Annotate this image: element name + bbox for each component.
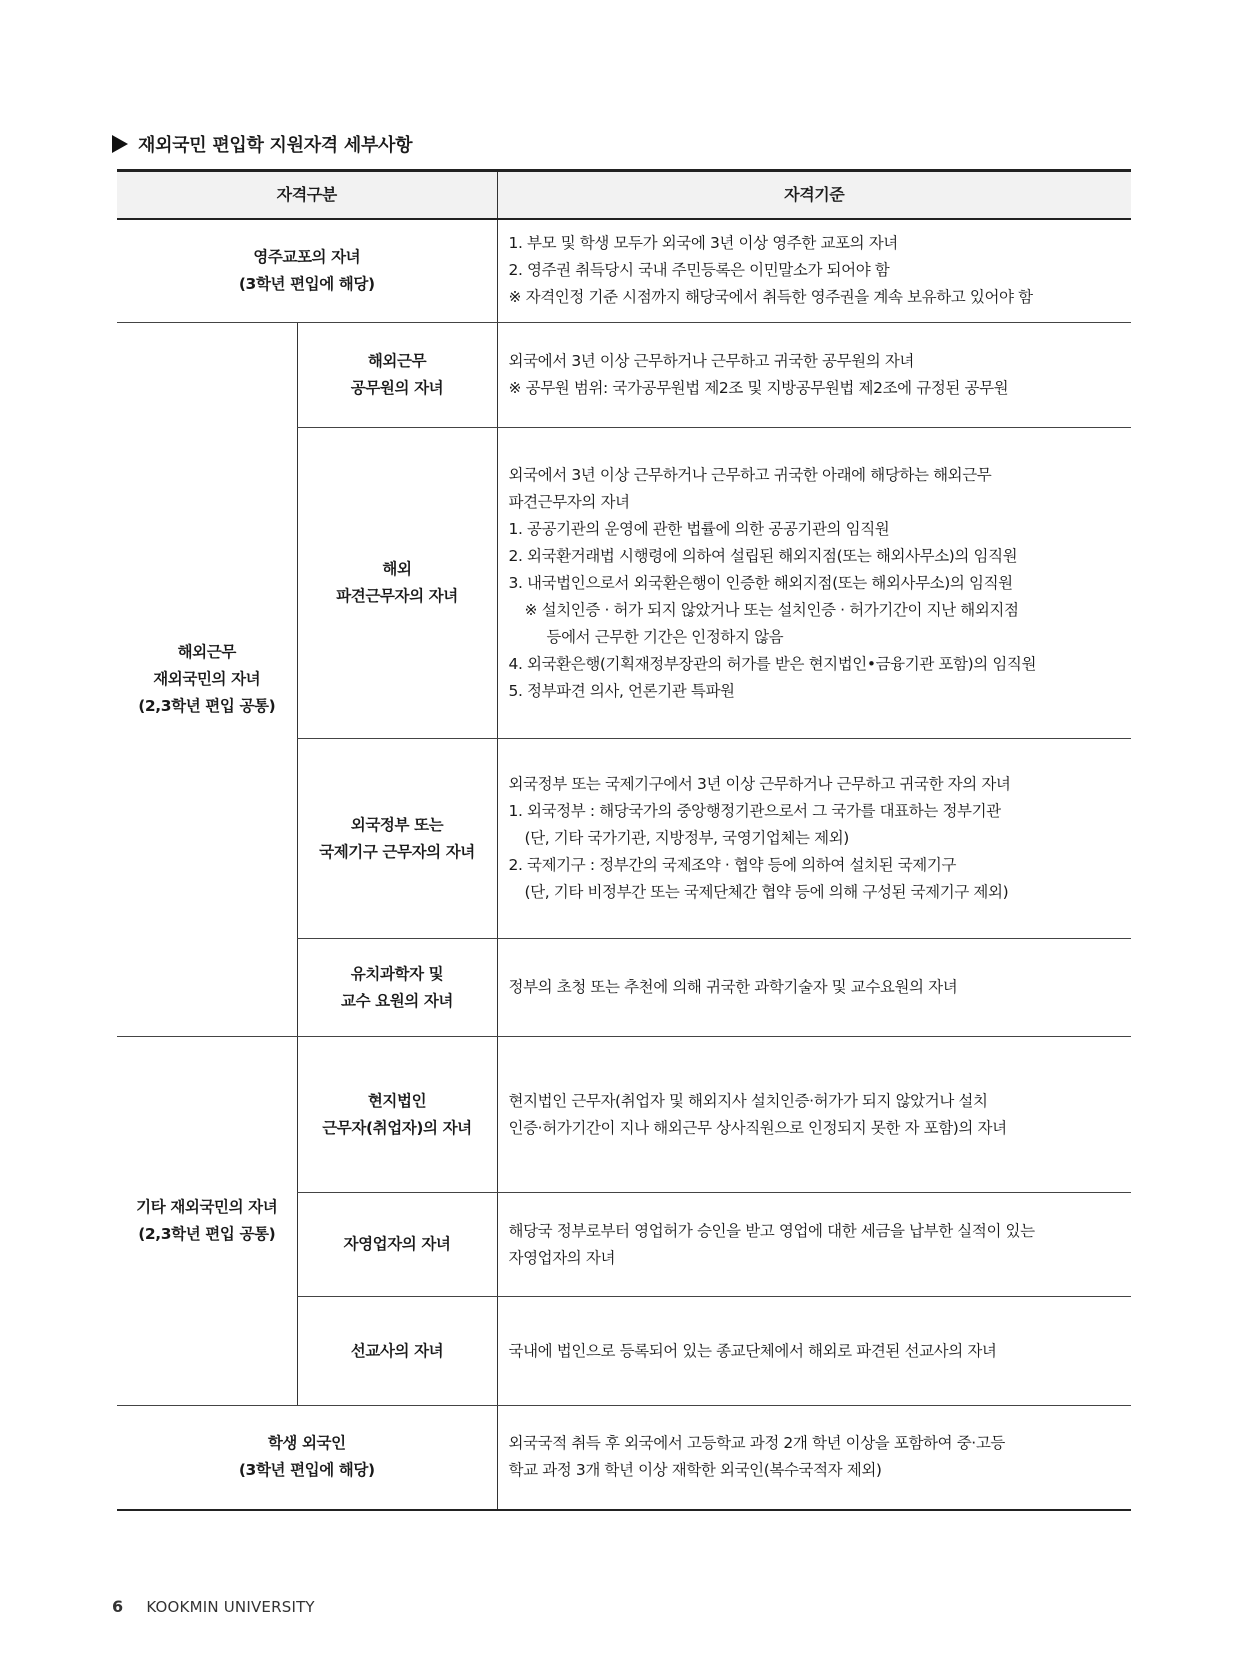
triangle-bullet-icon: [112, 135, 128, 153]
subcategory-line: 해외근무: [367, 352, 427, 370]
criteria-note: ※ 설치인증 · 허가 되지 않았거나 또는 설치인증 · 허가기간이 지난 해외지점: [524, 600, 1019, 619]
table-row: [117, 219, 1131, 323]
criteria-line: 1. 외국정부 : 해당국가의 중앙행정기관으로서 그 국가를 대표하는 정부기관: [508, 802, 1001, 820]
criteria-cell: [497, 1297, 1131, 1406]
group-line: (2,3학년 편입 공통): [138, 1225, 276, 1243]
criteria-line: 2. 국제기구 : 정부간의 국제조약 · 협약 등에 의하여 설치된 국제기구: [508, 856, 957, 874]
page-footer: [112, 1597, 315, 1616]
criteria-line: 3. 내국법인으로서 외국환은행이 인증한 해외지점(또는 해외사무소)의 임직원: [508, 573, 1013, 592]
criteria-line: 4. 외국환은행(기획재정부장관의 허가를 받은 현지법인•금융기관 포함)의 임직원: [508, 654, 1037, 673]
criteria-line: 외국에서 3년 이상 근무하거나 근무하고 귀국한 아래에 해당하는 해외근무: [508, 465, 992, 484]
subcategory-cell: [297, 323, 497, 428]
criteria-line: 외국정부 또는 국제기구에서 3년 이상 근무하거나 근무하고 귀국한 자의 자녀: [508, 775, 1011, 793]
criteria-cell: [497, 1193, 1131, 1297]
section-heading: [112, 131, 412, 157]
criteria-line: 1. 공공기관의 운영에 관한 법률에 의한 공공기관의 임직원: [508, 519, 890, 538]
subcategory-cell: [297, 1193, 497, 1297]
subcategory-line: 교수 요원의 자녀: [341, 991, 454, 1010]
criteria-line: 5. 정부파견 의사, 언론기관 특파원: [508, 681, 735, 700]
criteria-line: 외국국적 취득 후 외국에서 고등학교 과정 2개 학년 이상을 포함하여 중·고등: [508, 1434, 1005, 1453]
criteria-cell: [497, 428, 1131, 739]
subcategory-cell: [297, 1037, 497, 1193]
criteria-cell: [497, 739, 1131, 939]
criteria-note: (단, 기타 비정부간 또는 국제단체간 협약 등에 의해 구성된 국제기구 제외): [524, 883, 1009, 901]
header-criteria: 자격기준: [497, 171, 1131, 219]
criteria-line: 파견근무자의 자녀: [508, 492, 630, 511]
section-title: 재외국민 편입학 지원자격 세부사항: [138, 135, 413, 156]
subcategory-line: 선교사의 자녀: [350, 1341, 444, 1360]
criteria-line: 정부의 초청 또는 추천에 의해 귀국한 과학기술자 및 교수요원의 자녀: [508, 978, 958, 996]
table-row: [117, 1406, 1131, 1510]
category-cell: [117, 1406, 497, 1510]
table-row: [117, 323, 1131, 428]
criteria-line: 2. 영주권 취득당시 국내 주민등록은 이민말소가 되어야 함: [508, 261, 890, 280]
subcategory-cell: [297, 1297, 497, 1406]
subcategory-line: 자영업자의 자녀: [343, 1235, 451, 1253]
table-row: [117, 1037, 1131, 1193]
criteria-line: 2. 외국환거래법 시행령에 의하여 설립된 해외지점(또는 해외사무소)의 임직원: [508, 546, 1018, 565]
subcategory-line: 근무자(취업자)의 자녀: [322, 1118, 472, 1137]
page-number: 6: [112, 1597, 124, 1616]
subcategory-line: 공무원의 자녀: [350, 379, 444, 397]
subcategory-line: 국제기구 근무자의 자녀: [319, 842, 475, 861]
criteria-note: 등에서 근무한 기간은 인정하지 않음: [546, 627, 784, 646]
criteria-cell: [497, 323, 1131, 428]
criteria-note: (단, 기타 국가기관, 지방정부, 국영기업체는 제외): [524, 829, 849, 847]
table-header-row: [117, 171, 1131, 219]
subcategory-line: 유치과학자 및: [350, 964, 444, 983]
criteria-cell: [497, 1037, 1131, 1193]
category-line: (3학년 편입에 해당): [238, 1461, 375, 1480]
group-cell-other: [117, 1037, 297, 1406]
criteria-cell: [497, 1406, 1131, 1510]
criteria-line: 외국에서 3년 이상 근무하거나 근무하고 귀국한 공무원의 자녀: [508, 352, 914, 370]
group-line: (2,3학년 편입 공통): [138, 697, 276, 715]
group-line: 해외근무: [177, 643, 236, 661]
subcategory-cell: [297, 939, 497, 1037]
criteria-line: 인증·허가기간이 지나 해외근무 상사직원으로 인정되지 못한 자 포함)의 자녀: [508, 1118, 1007, 1137]
category-line: 영주교포의 자녀: [253, 247, 361, 266]
header-category: 자격구분: [117, 171, 497, 219]
subcategory-line: 현지법인: [367, 1091, 427, 1110]
criteria-line: ※ 자격인정 기준 시점까지 해당국에서 취득한 영주권을 계속 보유하고 있어야 함: [508, 288, 1033, 307]
criteria-line: 학교 과정 3개 학년 이상 재학한 외국인(복수국적자 제외): [508, 1461, 882, 1480]
category-line: (3학년 편입에 해당): [238, 274, 375, 293]
criteria-line: 현지법인 근무자(취업자 및 해외지사 설치인증·허가가 되지 않았거나 설치: [508, 1091, 988, 1110]
subcategory-cell: [297, 739, 497, 939]
subcategory-line: 해외: [382, 560, 412, 578]
university-name: KOOKMIN UNIVERSITY: [146, 1598, 315, 1616]
category-line: 학생 외국인: [267, 1434, 346, 1453]
group-line: 기타 재외국민의 자녀: [136, 1198, 278, 1216]
group-line: 재외국민의 자녀: [153, 670, 261, 688]
criteria-line: ※ 공무원 범위: 국가공무원법 제2조 및 지방공무원법 제2조에 규정된 공무원: [508, 379, 1009, 397]
criteria-line: 자영업자의 자녀: [508, 1248, 616, 1267]
category-cell: [117, 219, 497, 323]
subcategory-line: 외국정부 또는: [350, 815, 444, 834]
group-cell-overseas: [117, 323, 297, 1037]
criteria-line: 국내에 법인으로 등록되어 있는 종교단체에서 해외로 파견된 선교사의 자녀: [508, 1341, 997, 1360]
criteria-cell: [497, 939, 1131, 1037]
subcategory-line: 파견근무자의 자녀: [336, 587, 458, 605]
criteria-cell: [497, 219, 1131, 323]
subcategory-cell: [297, 428, 497, 739]
criteria-line: 1. 부모 및 학생 모두가 외국에 3년 이상 영주한 교포의 자녀: [508, 234, 898, 253]
criteria-line: 해당국 정부로부터 영업허가 승인을 받고 영업에 대한 세금을 납부한 실적이 있는: [508, 1221, 1035, 1240]
eligibility-table: [117, 169, 1131, 1511]
